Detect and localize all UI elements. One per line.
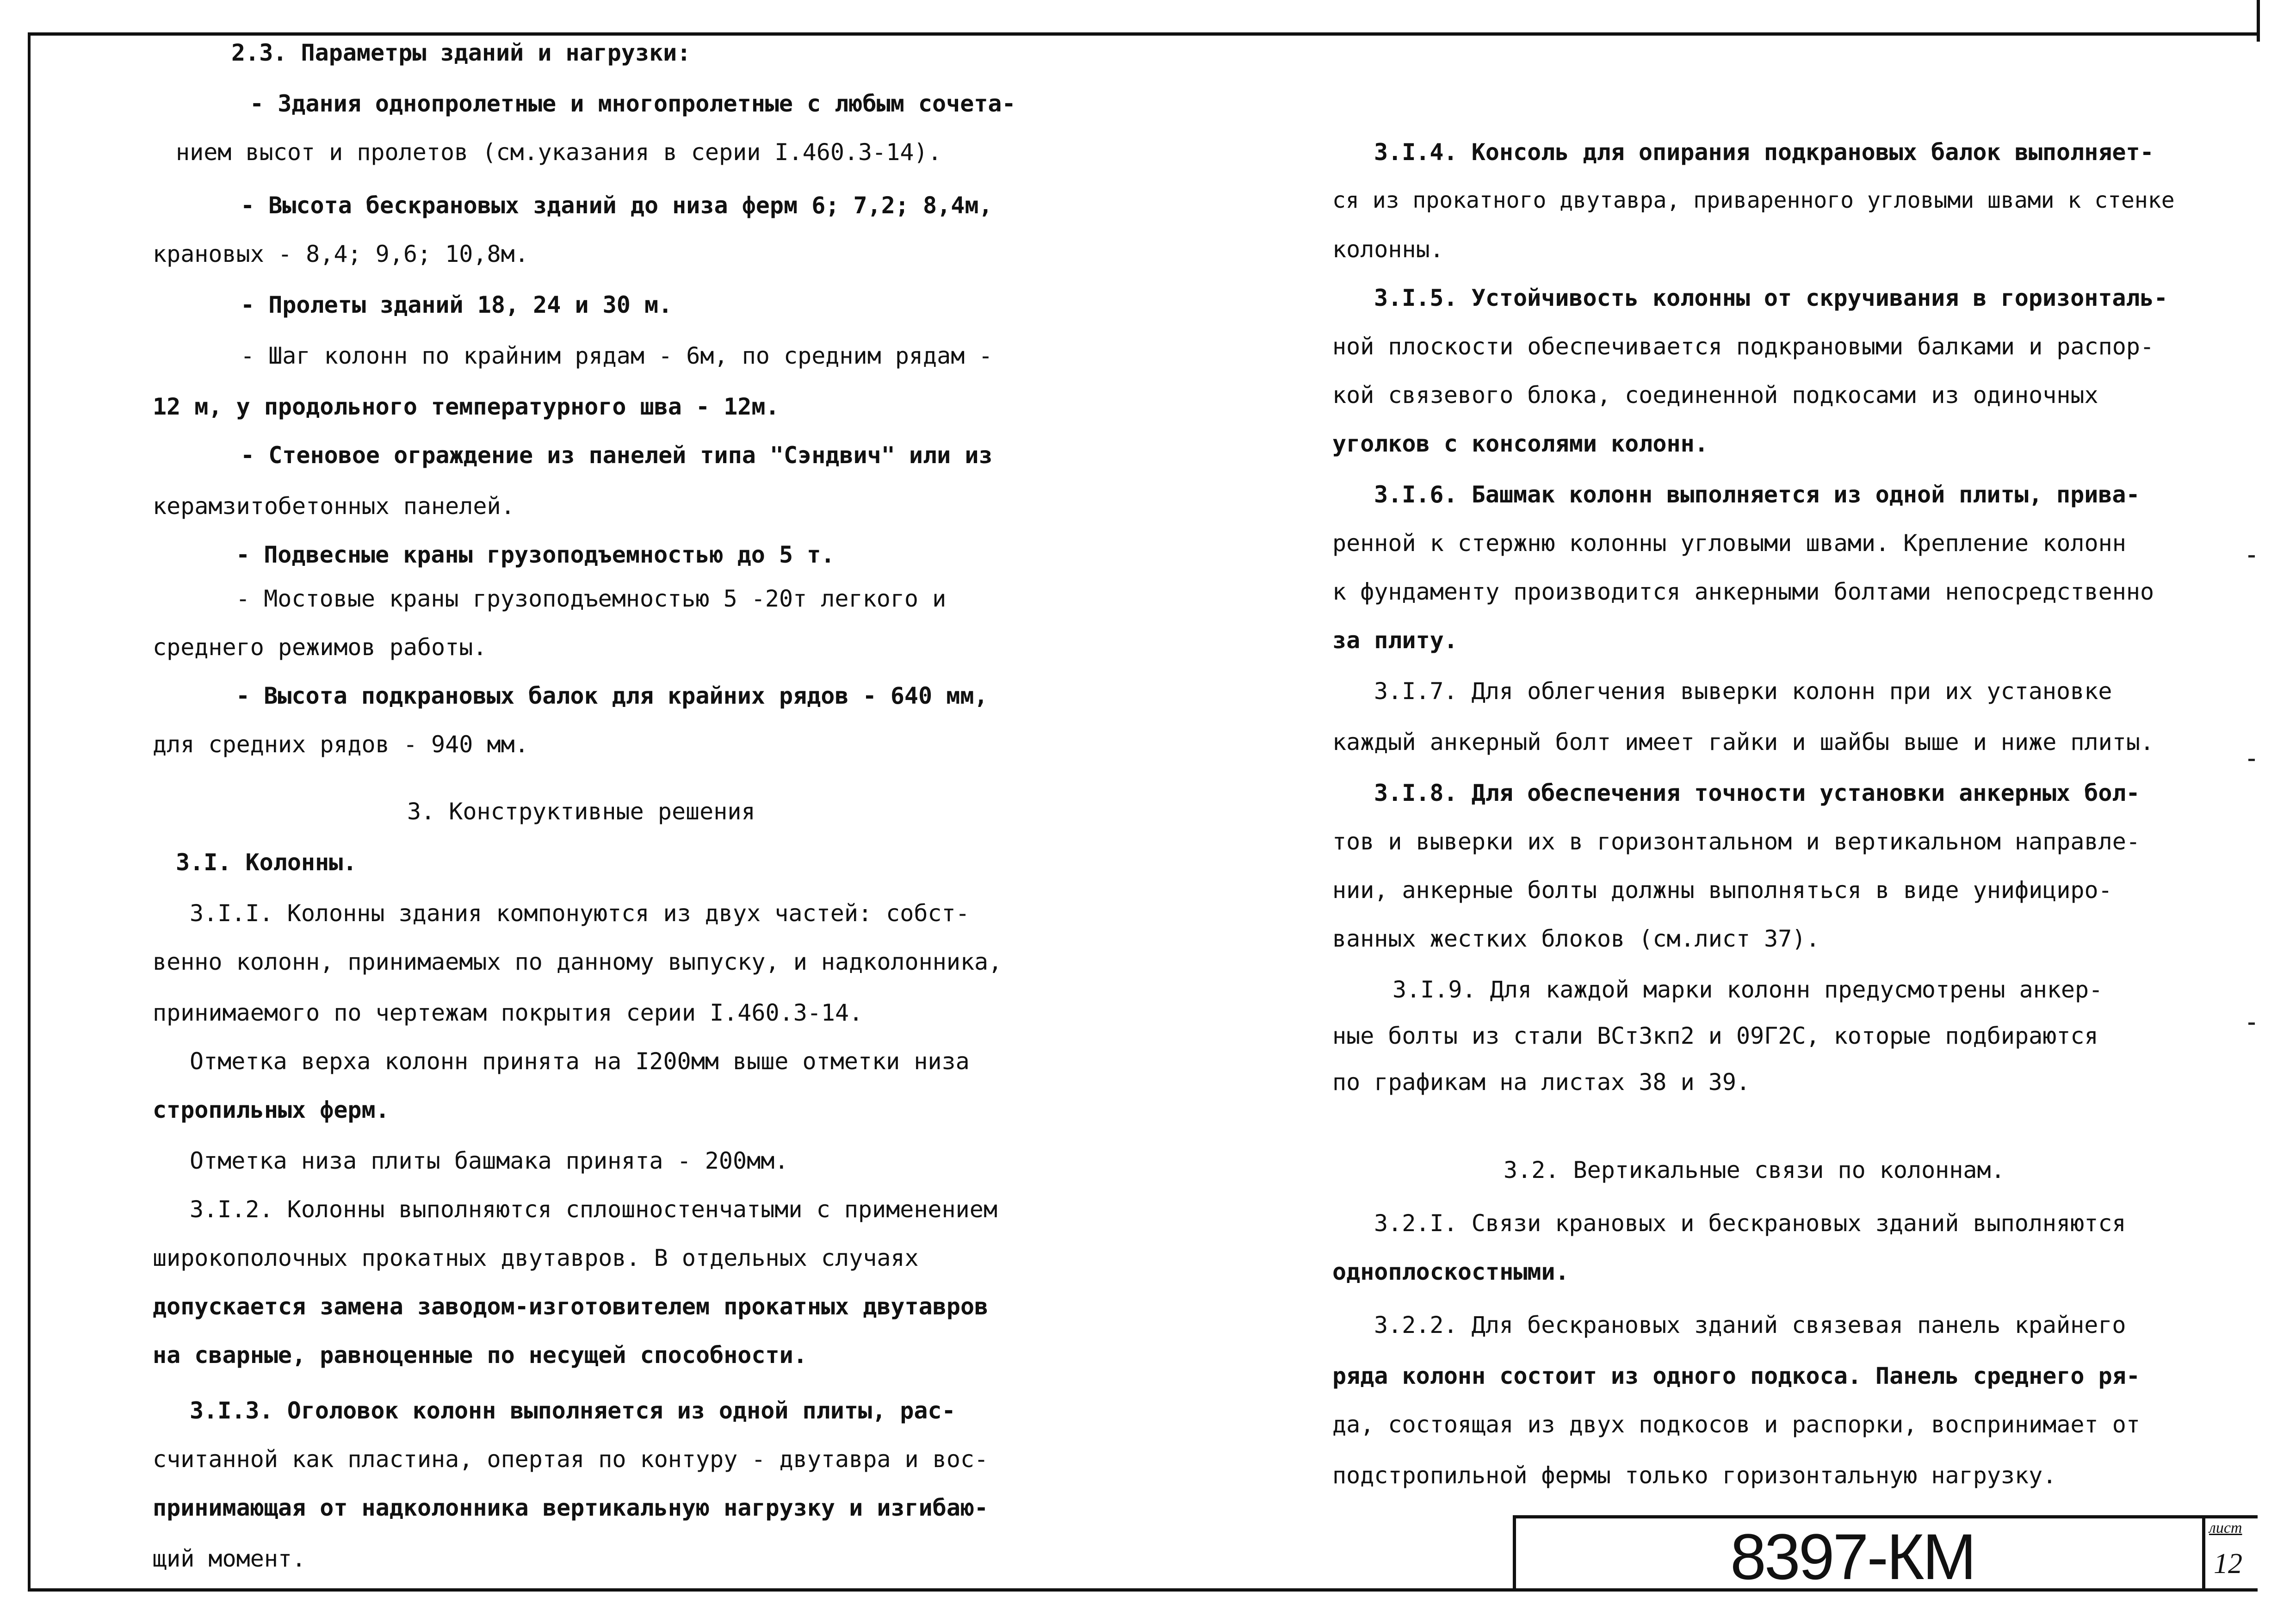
section-heading-3: 3. Конструктивные решения: [407, 798, 755, 825]
paragraph-line: - Пролеты зданий 18, 24 и 30 м.: [241, 291, 673, 318]
paragraph-line: уголков с консолями колонн.: [1332, 430, 1708, 457]
paragraph-line: среднего режимов работы.: [153, 634, 487, 661]
paragraph-line: 3.I.7. Для облегчения выверки колонн при их установке: [1374, 678, 2112, 705]
paragraph-line: 3.2.I. Связи крановых и бескрановых зданий выполняются: [1374, 1210, 2126, 1237]
paragraph-line: да, состоящая из двух подкосов и распорки, воспринимает от: [1332, 1411, 2140, 1438]
sheet-label: лист: [2209, 1519, 2242, 1536]
paragraph-line: каждый анкерный болт имеет гайки и шайбы выше и ниже плиты.: [1332, 729, 2154, 756]
document-code: 8397-КМ: [1730, 1520, 1975, 1593]
paragraph-line: ной плоскости обеспечивается подкрановыми балками и распор-: [1332, 333, 2154, 360]
paragraph-line: - Высота бескрановых зданий до низа ферм 6; 7,2; 8,4м,: [241, 192, 993, 219]
paragraph-line: крановых - 8,4; 9,6; 10,8м.: [153, 241, 529, 267]
paragraph-line: ренной к стержню колонны угловыми швами. Крепление колонн: [1332, 530, 2126, 557]
paragraph-line: ванных жестких блоков (см.лист 37).: [1332, 925, 1820, 952]
paragraph-line: на сварные, равноценные по несущей способности.: [153, 1342, 807, 1369]
paragraph-line: принимающая от надколонника вертикальную нагрузку и изгибаю-: [153, 1494, 989, 1521]
subsection-heading-3-1: 3.I. Колонны.: [176, 849, 357, 876]
paragraph-line: - Стеновое ограждение из панелей типа "Сэндвич" или из: [241, 442, 993, 469]
paragraph-line: - Шаг колонн по крайним рядам - 6м, по средним рядам -: [241, 342, 993, 369]
paragraph-line: 3.I.9. Для каждой марки колонн предусмотрены анкер-: [1392, 976, 2103, 1003]
paragraph-line: за плиту.: [1332, 627, 1458, 654]
paragraph-line: Отметка низа плиты башмака принята - 200мм.: [190, 1147, 789, 1174]
edge-tick: [2248, 1022, 2255, 1025]
paragraph-line: венно колонн, принимаемых по данному выпуску, и надколонника,: [153, 948, 1003, 975]
paragraph-line: 3.I.I. Колонны здания компонуются из двух частей: собст-: [190, 900, 970, 927]
paragraph-line: колонны.: [1332, 236, 1444, 263]
paragraph-line: 3.I.2. Колонны выполняются сплошностенчатыми с применением: [190, 1196, 997, 1223]
paragraph-line: подстропильной фермы только горизонтальную нагрузку.: [1332, 1462, 2057, 1489]
paragraph-line: 3.2.2. Для бескрановых зданий связевая панель крайнего: [1374, 1312, 2126, 1338]
paragraph-line: принимаемого по чертежам покрытия серии I.460.3-14.: [153, 999, 863, 1026]
paragraph-line: - Мостовые краны грузоподъемностью 5 -20т легкого и: [236, 585, 947, 612]
paragraph-line: керамзитобетонных панелей.: [153, 493, 515, 520]
paragraph-line: - Здания однопролетные и многопролетные с любым сочета-: [250, 90, 1016, 117]
edge-tick: [2248, 759, 2255, 761]
frame-edge-mark: [2257, 0, 2260, 42]
paragraph-line: - Подвесные краны грузоподъемностью до 5 т.: [236, 541, 835, 568]
paragraph-line: для средних рядов - 940 мм.: [153, 731, 529, 758]
paragraph-line: 3.I.8. Для обеспечения точности установки анкерных бол-: [1374, 780, 2140, 806]
paragraph-line: по графикам на листах 38 и 39.: [1332, 1069, 1751, 1096]
paragraph-line: нии, анкерные болты должны выполняться в виде унифициро-: [1332, 877, 2112, 904]
paragraph-line: считанной как пластина, опертая по контуру - двутавра и вос-: [153, 1446, 989, 1473]
paragraph-line: тов и выверки их в горизонтальном и вертикальном направле-: [1332, 828, 2140, 855]
paragraph-line: 3.I.6. Башмак колонн выполняется из одной плиты, прива-: [1374, 481, 2140, 508]
paragraph-line: - Высота подкрановых балок для крайних рядов - 640 мм,: [236, 682, 988, 709]
paragraph-line: кой связевого блока, соединенной подкосами из одиночных: [1332, 382, 2098, 409]
paragraph-line: 3.I.4. Консоль для опирания подкрановых балок выполняет-: [1374, 139, 2154, 166]
paragraph-line: широкополочных прокатных двутавров. В отдельных случаях: [153, 1245, 919, 1271]
paragraph-line: стропильных ферм.: [153, 1096, 390, 1123]
paragraph-line: нием высот и пролетов (см.указания в серии I.460.3-14).: [176, 139, 942, 166]
paragraph-line: 3.I.5. Устойчивость колонны от скручивания в горизонталь-: [1374, 285, 2168, 311]
paragraph-line: допускается замена заводом-изготовителем прокатных двутавров: [153, 1293, 989, 1320]
paragraph-line: к фундаменту производится анкерными болтами непосредственно: [1332, 578, 2154, 605]
paragraph-line: 3.I.3. Оголовок колонн выполняется из одной плиты, рас-: [190, 1397, 956, 1424]
paragraph-line: ся из прокатного двутавра, приваренного угловыми швами к стенке: [1332, 187, 2175, 213]
paragraph-line: 12 м, у продольного температурного шва - 12м.: [153, 393, 780, 420]
section-heading-2-3: 2.3. Параметры зданий и нагрузки:: [231, 39, 691, 66]
section-heading-3-2: 3.2. Вертикальные связи по колоннам.: [1504, 1157, 2005, 1183]
paragraph-line: Отметка верха колонн принята на I200мм выше отметки низа: [190, 1048, 970, 1075]
paragraph-line: одноплоскостными.: [1332, 1258, 1569, 1285]
paragraph-line: щий момент.: [153, 1545, 306, 1572]
paragraph-line: ные болты из стали ВСт3кп2 и 09Г2С, которые подбираются: [1332, 1022, 2098, 1049]
edge-tick: [2248, 555, 2255, 558]
paragraph-line: ряда колонн состоит из одного подкоса. Панель среднего ря-: [1332, 1363, 2140, 1389]
sheet-number: 12: [2214, 1548, 2242, 1580]
